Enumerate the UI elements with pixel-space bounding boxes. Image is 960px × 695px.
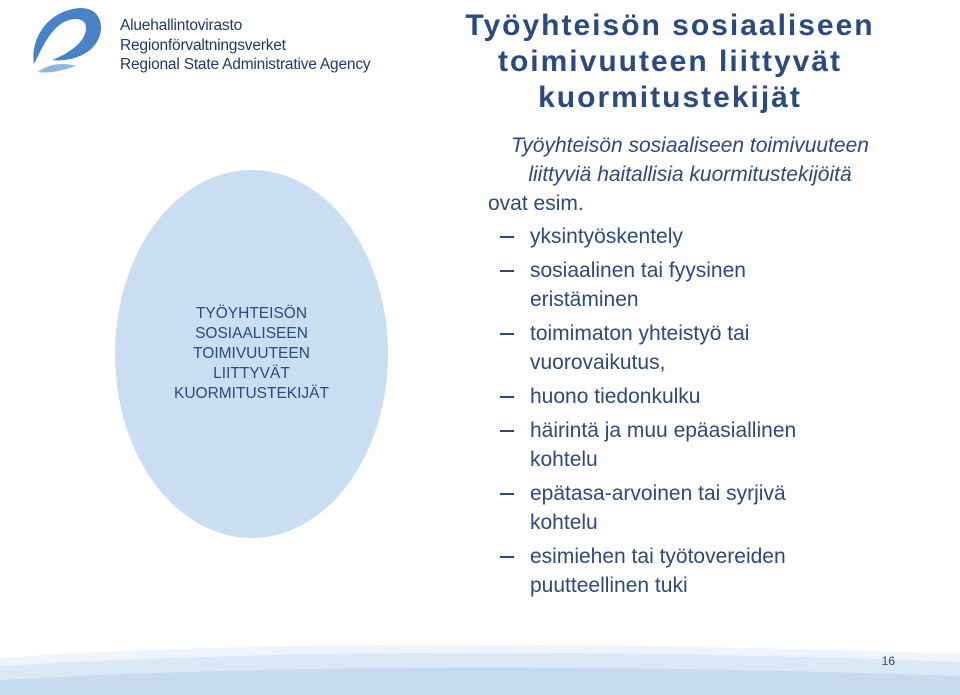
list-item-text: toimimaton yhteistyö tai <box>530 322 750 345</box>
circle-line: SOSIAALISEEN <box>195 325 308 342</box>
agency-name-fi: Aluehallintovirasto <box>120 17 242 34</box>
list-item-text: kohtelu <box>530 511 598 534</box>
dash-bullet-icon <box>500 430 514 432</box>
list-item-text: epätasa-arvoinen tai syrjivä <box>530 482 786 505</box>
slide-title-line: kuormitustekijät <box>538 81 802 114</box>
circle-line: TOIMIVUUTEEN <box>193 345 310 362</box>
intro-line: liittyviä haitallisia kuormitustekijöitä <box>528 163 852 186</box>
factor-list <box>500 222 940 605</box>
slide-title-line: Työyhteisön sosiaaliseen <box>465 9 875 42</box>
page-number: 16 <box>881 654 895 668</box>
list-item-text: kohtelu <box>530 448 598 471</box>
dash-bullet-icon <box>500 236 514 238</box>
list-item-text: sosiaalinen tai fyysinen <box>530 259 746 282</box>
agency-name-en: Regional State Administrative Agency <box>120 56 371 73</box>
list-item-text: eristäminen <box>530 288 639 311</box>
list-item <box>500 542 940 600</box>
list-item <box>500 382 940 411</box>
agency-name-sv: Regionförvaltningsverket <box>120 36 286 54</box>
dash-bullet-icon <box>500 556 514 558</box>
circle-line: KUORMITUSTEKIJÄT <box>173 385 329 402</box>
intro-text <box>450 131 930 218</box>
dash-bullet-icon <box>500 270 514 272</box>
circle-line: LIITTYVÄT <box>213 365 290 382</box>
list-item-text: puutteellinen tuki <box>530 574 688 597</box>
agency-name <box>120 16 370 75</box>
list-item-text: esimiehen tai työtovereiden <box>530 545 786 568</box>
dash-bullet-icon <box>500 396 514 398</box>
list-item <box>500 319 940 377</box>
list-item <box>500 416 940 474</box>
dash-bullet-icon <box>500 333 514 335</box>
agency-logo-icon <box>28 6 106 78</box>
slide-title <box>400 8 940 116</box>
agency-logo <box>28 6 388 76</box>
list-item-text: yksintyöskentely <box>530 225 683 248</box>
intro-line: Työyhteisön sosiaaliseen toimivuuteen <box>511 134 869 157</box>
dash-bullet-icon <box>500 493 514 495</box>
circle-line: TYÖYHTEISÖN <box>195 305 308 322</box>
list-item <box>500 256 940 314</box>
list-item <box>500 479 940 537</box>
slide-title-line: toimivuuteen liittyvät <box>497 45 843 78</box>
list-item-text: häirintä ja muu epäasiallinen <box>530 419 797 442</box>
list-item-text: vuorovaikutus, <box>530 351 666 374</box>
intro-line: ovat esim. <box>488 192 584 215</box>
footer-wave <box>0 640 960 695</box>
topic-circle <box>115 170 388 538</box>
list-item-text: huono tiedonkulku <box>530 385 701 408</box>
list-item <box>500 222 940 251</box>
